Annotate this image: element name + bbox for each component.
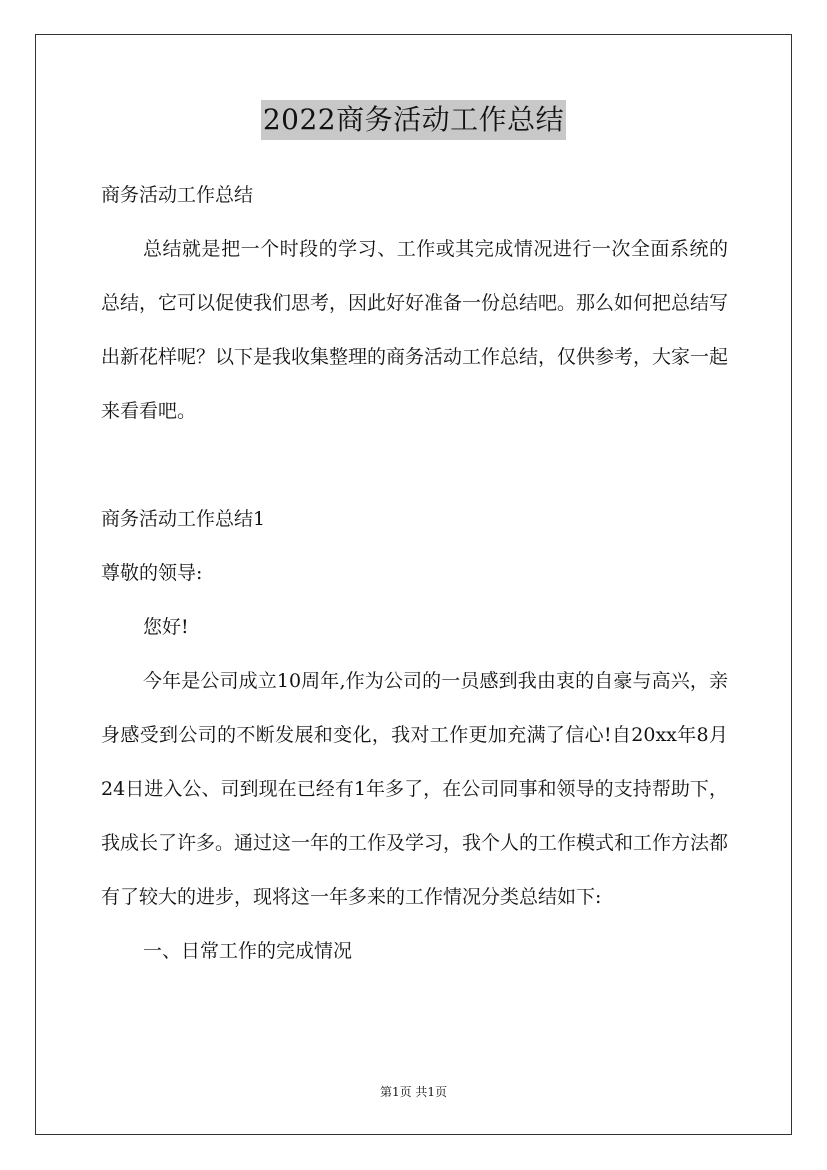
title-container <box>0 100 827 140</box>
paragraph-gap <box>101 438 728 492</box>
subsection-heading: 一、日常工作的完成情况 <box>143 940 353 962</box>
intro-paragraph: 总结就是把一个时段的学习、工作或其完成情况进行一次全面系统的总结，它可以促使我们思考，因此好好准备一份总结吧。那么如何把总结写出新花样呢？以下是我收集整理的商务活动工作总结，仅供参考，大家一起来看看吧。 <box>101 238 729 422</box>
section-heading: 商务活动工作总结1 <box>101 508 266 530</box>
subheading: 商务活动工作总结 <box>101 184 254 206</box>
salutation: 尊敬的领导: <box>101 562 203 584</box>
page-footer: 第1页 共1页 <box>379 1085 448 1099</box>
document-body <box>101 168 728 978</box>
greeting: 您好! <box>143 616 189 638</box>
body-paragraph: 今年是公司成立10周年,作为公司的一员感到我由衷的自豪与高兴，亲身感受到公司的不断发展和变化，我对工作更加充满了信心!自20xx年8月24日进入公、司到现在已经有1年多了，在公司同事和领导的支持帮助下，我成长了许多。通过这一年的工作及学习，我个人的工作模式和工作方法都有了较大的进步，现将这一年多来的工作情况分类总结如下: <box>101 670 729 908</box>
document-title: 2022商务活动工作总结 <box>261 100 566 140</box>
